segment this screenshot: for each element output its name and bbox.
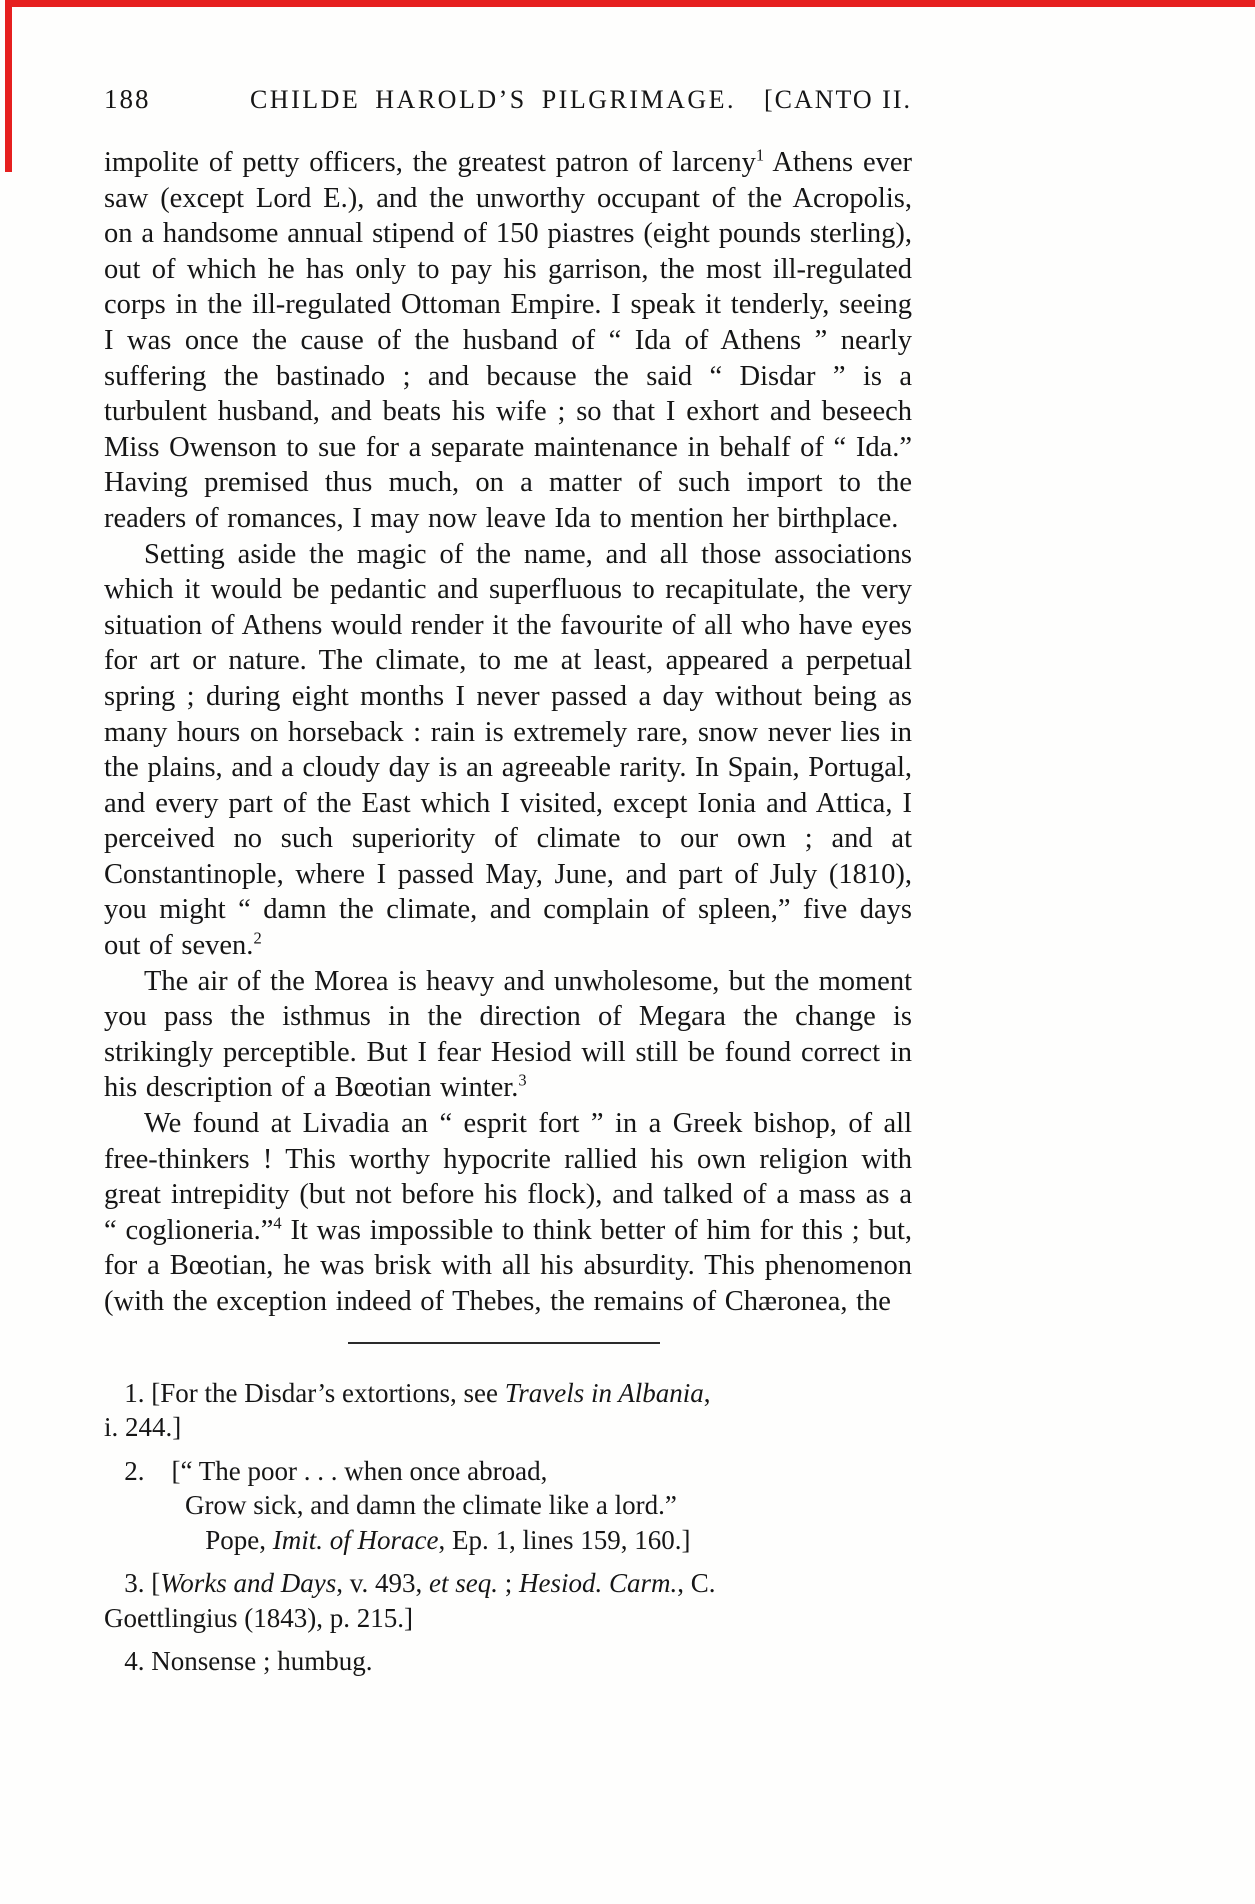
text-segment: impolite of petty officers, the greatest patron of larceny (104, 147, 756, 178)
footnote-ref: 3 (518, 1070, 527, 1090)
text-segment: , C. (677, 1568, 716, 1599)
paragraph (104, 964, 912, 1106)
text-segment: i. 244.] (104, 1412, 182, 1443)
text-segment: , Ep. 1, lines 159, 160.] (438, 1524, 691, 1555)
text-segment: 2. [“ The poor . . . when once abroad, (104, 1455, 548, 1486)
text-segment: Grow sick, and damn the climate like a lord.” (104, 1490, 677, 1521)
footnote-line (104, 1410, 912, 1445)
scan-artifact-red-left-edge (5, 0, 12, 172)
footnotes (104, 1376, 912, 1679)
footnote (104, 1454, 912, 1558)
footnote-line (104, 1523, 912, 1558)
footnote-line (104, 1488, 912, 1523)
footnote-line (104, 1376, 912, 1411)
text-segment: , v. 493, (336, 1568, 430, 1599)
italic-text-segment: et seq. (429, 1568, 498, 1599)
paragraph (104, 1106, 912, 1320)
footnote (104, 1644, 912, 1679)
footnote-ref: 1 (755, 145, 765, 165)
footnote (104, 1566, 912, 1635)
scan-artifact-red-top-edge (12, 0, 1255, 7)
footnote-line (104, 1601, 912, 1636)
footnote-line (104, 1454, 912, 1489)
footnote-ref: 2 (253, 928, 262, 948)
text-segment: , (703, 1377, 711, 1408)
canto-label: [CANTO II. (763, 85, 912, 114)
footnote-divider (348, 1342, 660, 1344)
paragraph (104, 537, 912, 964)
footnote-ref: 4 (273, 1213, 282, 1233)
footnote (104, 1376, 912, 1445)
italic-text-segment: Works and Days (160, 1568, 337, 1599)
text-segment: Goettlingius (1843), p. 215.] (104, 1602, 413, 1633)
paragraph (104, 145, 912, 537)
text-segment: 3. [ (104, 1568, 161, 1599)
italic-text-segment: Travels in Albania (504, 1377, 704, 1408)
footnote-line (104, 1566, 912, 1601)
text-segment: 4. Nonsense ; humbug. (104, 1646, 373, 1677)
page-number: 188 (104, 84, 151, 114)
text-segment: 1. [For the Disdar’s extortions, see (104, 1377, 505, 1408)
text-segment: Pope, (104, 1524, 273, 1555)
running-title: CHILDE HAROLD’S PILGRIMAGE. (249, 85, 737, 114)
footnote-line (104, 1644, 912, 1679)
text-segment: We found at Livadia an “ esprit fort ” in a Greek bishop, of all free-thinkers ! This worthy hypocrite rallied his own religion with great intrepidity (but not before his flock), and talked of a mass as a “ coglioneria.” (104, 1108, 912, 1246)
italic-text-segment: Imit. of Horace (272, 1524, 439, 1555)
text-segment: Setting aside the magic of the name, and all those associations which it would be pedantic and superfluous to recapitulate, the very situation of Athens would render it the favourite of all who have eyes for art or nature. The climate, to me at least, appeared a perpetual spring ; during eight months I never passed a day without being as many hours on horseback : rain is extremely rare, snow never lies in the plains, and a cloudy day is an agreeable rarity. In Spain, Portugal, and every part of the East which I visited, except Ionia and Attica, I perceived no such superiority of climate to our own ; and at Constantinople, where I passed May, June, and part of July (1810), you might “ damn the climate, and complain of spleen,” five days out of seven. (104, 538, 912, 962)
book-page (104, 84, 912, 1688)
text-segment: It was impossible to think better of him for this ; but, for a Bœotian, he was brisk with all his absurdity. This phenomenon (with the exception indeed of Thebes, the remains of Chæronea, the (104, 1214, 912, 1317)
running-header (104, 84, 912, 115)
italic-text-segment: Hesiod. Carm. (519, 1568, 678, 1599)
text-segment: Athens ever saw (except Lord E.), and the unworthy occupant of the Acropolis, on a handsome annual stipend of 150 piastres (eight pounds sterling), out of which he has only to pay his garrison, the most ill-regulated corps in the ill-regulated Ottoman Empire. I speak it tenderly, seeing I was once the cause of the husband of “ Ida of Athens ” nearly suffering the bastinado ; and because the said “ Disdar ” is a turbulent husband, and beats his wife ; so that I exhort and beseech Miss Owenson to sue for a separate maintenance in behalf of “ Ida.” Having premised thus much, on a matter of such import to the readers of romances, I may now leave Ida to mention her birthplace. (104, 147, 912, 534)
text-segment: The air of the Morea is heavy and unwholesome, but the moment you pass the isthmus in the direction of Megara the change is strikingly perceptible. But I fear Hesiod will still be found correct in his description of a Bœotian winter. (104, 965, 912, 1104)
body-text (104, 145, 912, 1320)
text-segment: ; (498, 1568, 520, 1599)
